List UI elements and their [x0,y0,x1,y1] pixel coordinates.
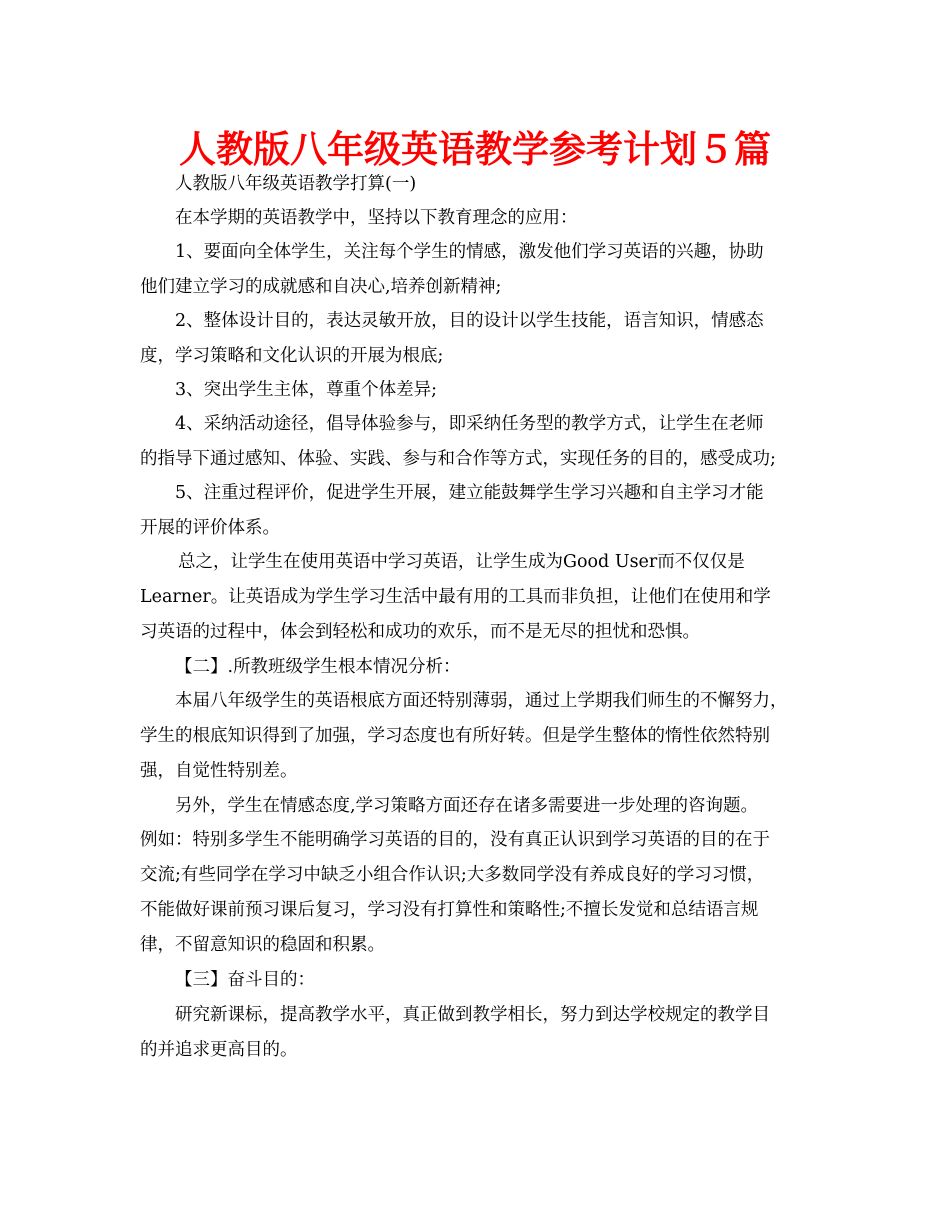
paragraph-line: 习英语的过程中，体会到轻松和成功的欢乐，而不是无尽的担忧和恐惧。 [140,622,700,642]
paragraph-line: 【二】.所教班级学生根本情况分析： [175,657,461,677]
paragraph-line: 2、整体设计目的，表达灵敏开放，目的设计以学生技能，语言知识，情感态 [175,311,764,331]
paragraph-line: 3、突出学生主体，尊重个体差异; [175,380,438,400]
paragraph-line: 4、采纳活动途径，倡导体验参与，即采纳任务型的教学方式，让学生在老师 [175,414,764,434]
paragraph-line: 1、要面向全体学生，关注每个学生的情感，激发他们学习英语的兴趣，协助 [175,242,764,262]
paragraph-line: 研究新课标，提高教学水平，真正做到教学相长，努力到达学校规定的教学目 [175,1005,770,1025]
paragraph-line: 总之，让学生在使用英语中学习英语，让学生成为Good User而不仅仅是 [178,552,745,572]
paragraph-line: 学生的根底知识得到了加强，学习态度也有所好转。但是学生整体的惰性依然特别 [140,726,770,746]
paragraph-line: Learner。让英语成为学生学习生活中最有用的工具而非负担，让他们在使用和学 [140,587,771,607]
paragraph-line: 他们建立学习的成就感和自决心,培养创新精神; [140,277,502,297]
paragraph-line: 5、注重过程评价，促进学生开展，建立能鼓舞学生学习兴趣和自主学习才能 [175,483,764,503]
paragraph-line: 人教版八年级英语教学打算(一) [175,174,417,194]
paragraph-line: 度，学习策略和文化认识的开展为根底; [140,346,444,366]
paragraph-line: 开展的评价体系。 [140,518,280,538]
paragraph-line: 【三】奋斗目的： [175,970,315,990]
paragraph-line: 在本学期的英语教学中，坚持以下教育理念的应用： [175,208,578,228]
document-title: 人教版八年级英语教学参考计划５篇 [179,128,771,171]
paragraph-line: 的指导下通过感知、体验、实践、参与和合作等方式，实现任务的目的，感受成功; [140,449,776,469]
paragraph-line: 交流;有些同学在学习中缺乏小组合作认识;大多数同学没有养成良好的学习习惯， [140,865,765,885]
paragraph-line: 例如：特别多学生不能明确学习英语的目的，没有真正认识到学习英语的目的在于 [140,830,770,850]
paragraph-line: 不能做好课前预习课后复习，学习没有打算性和策略性;不擅长发觉和总结语言规 [140,900,759,920]
paragraph-line: 本届八年级学生的英语根底方面还特别薄弱，通过上学期我们师生的不懈努力， [175,691,788,711]
paragraph-line: 强，自觉性特别差。 [140,761,298,781]
paragraph-line: 另外，学生在情感态度,学习策略方面还存在诸多需要进一步处理的咨询题。 [175,796,759,816]
paragraph-line: 律，不留意知识的稳固和积累。 [140,935,385,955]
paragraph-line: 的并追求更高目的。 [140,1040,298,1060]
